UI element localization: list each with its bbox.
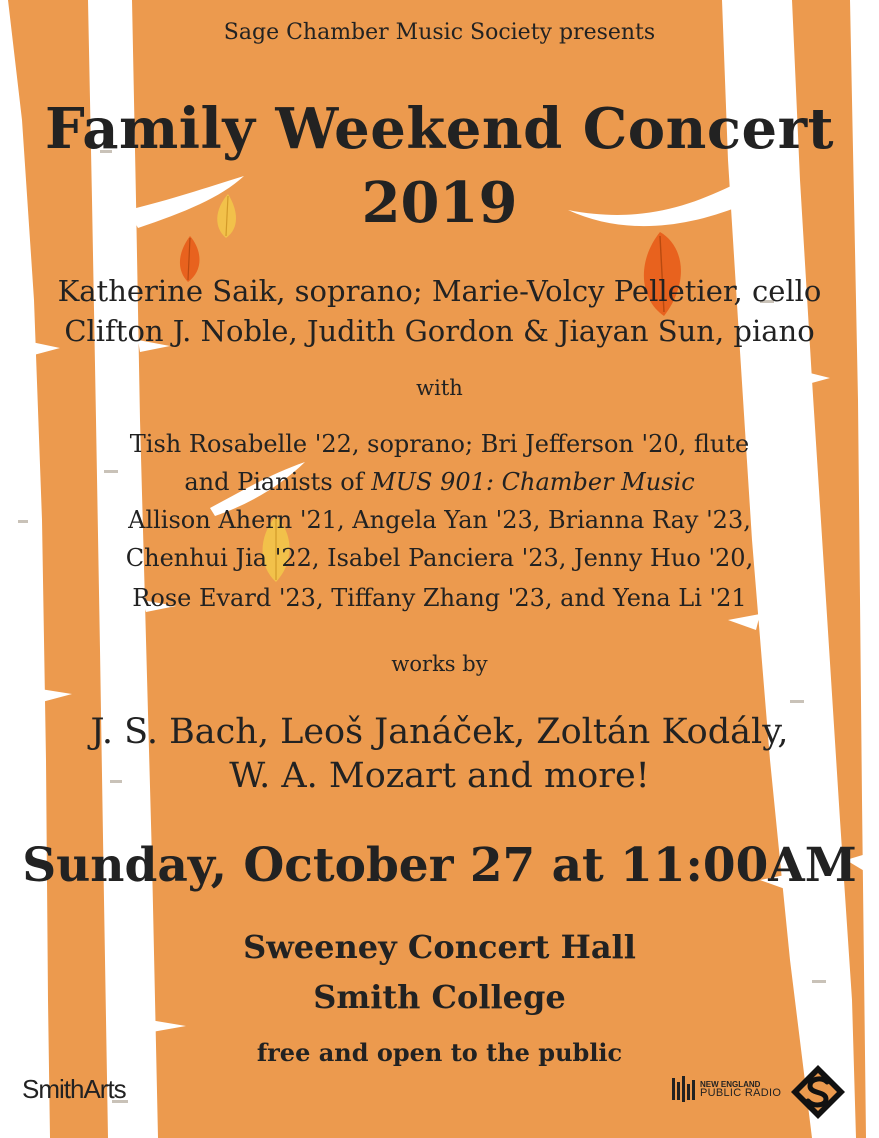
performers-line-2: Clifton J. Noble, Judith Gordon & Jiayan Sun, piano — [64, 314, 815, 348]
course-name: MUS 901: Chamber Music — [371, 468, 695, 496]
nepr-line-2: PUBLIC RADIO — [700, 1087, 782, 1099]
concert-date-time: Sunday, October 27 at 11:00AM — [22, 838, 857, 893]
sage-s-diamond-icon — [790, 1064, 846, 1120]
admission-note: free and open to the public — [256, 1038, 623, 1067]
venue-hall: Sweeney Concert Hall — [243, 928, 636, 966]
concert-year: 2019 — [361, 170, 518, 236]
smitharts-logo: SmithArts — [22, 1074, 126, 1104]
presenter-line: Sage Chamber Music Society presents — [223, 20, 656, 45]
guest-performers-line-5: Rose Evard '23, Tiffany Zhang '23, and Yena Li '21 — [132, 584, 747, 612]
radio-bars-icon — [672, 1076, 696, 1102]
performers-line-1: Katherine Saik, soprano; Marie-Volcy Pelletier, cello — [57, 274, 822, 308]
nepr-line-1: NEW ENGLAND — [700, 1080, 761, 1089]
guest-performers-line-3: Allison Ahern '21, Angela Yan '23, Brianna Ray '23, — [128, 506, 751, 534]
guest-performers-line-4: Chenhui Jia '22, Isabel Panciera '23, Jenny Huo '20, — [125, 544, 754, 572]
pianists-prefix: and Pianists of — [184, 468, 372, 496]
concert-title: Family Weekend Concert — [45, 96, 834, 162]
with-label: with — [416, 376, 463, 400]
composers-line-2: W. A. Mozart and more! — [229, 756, 650, 796]
venue-college: Smith College — [313, 978, 566, 1016]
composers-line-1: J. S. Bach, Leoš Janáček, Zoltán Kodály, — [90, 712, 789, 752]
guest-performers-line-1: Tish Rosabelle '22, soprano; Bri Jefferson '20, flute — [129, 430, 750, 458]
works-by-label: works by — [391, 652, 488, 676]
guest-performers-line-2 — [0, 468, 879, 496]
nepr-logo — [672, 1076, 781, 1102]
